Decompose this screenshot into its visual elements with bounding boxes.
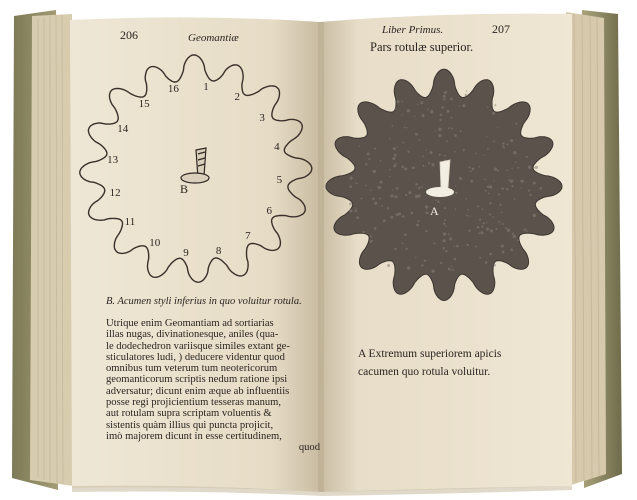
speckle xyxy=(528,166,531,169)
speckle xyxy=(517,240,519,242)
dial-number: 5 xyxy=(276,174,283,187)
speckle xyxy=(417,92,418,93)
speckle xyxy=(455,185,456,186)
speckle xyxy=(349,209,352,212)
dial-number: 14 xyxy=(117,122,129,135)
dial-number: 15 xyxy=(138,97,150,110)
speckle xyxy=(374,202,377,205)
speckle xyxy=(395,195,398,198)
speckle xyxy=(368,158,370,160)
speckle xyxy=(370,190,371,191)
speckle xyxy=(370,236,372,238)
speckle xyxy=(417,194,420,197)
dial-number: 9 xyxy=(183,247,189,260)
speckle xyxy=(455,192,457,194)
dial-number: 8 xyxy=(215,244,222,257)
body-line: imò majorem dicunt in esse certitudinem, xyxy=(106,430,282,442)
speckle xyxy=(402,242,404,244)
speckle xyxy=(495,228,497,230)
speckle xyxy=(513,235,516,238)
body-line: le dodechedron variisque similes extant ge- xyxy=(106,340,290,352)
speckle xyxy=(493,216,494,217)
speckle xyxy=(404,167,407,170)
speckle xyxy=(355,210,358,213)
speckle xyxy=(508,179,510,181)
speckle xyxy=(506,169,508,171)
speckle xyxy=(444,155,446,157)
speckle xyxy=(427,108,429,110)
speckle xyxy=(448,127,450,129)
dial-number: 1 xyxy=(203,80,209,93)
speckle xyxy=(451,128,453,130)
speckle xyxy=(479,257,481,259)
speckle xyxy=(465,198,467,200)
speckle xyxy=(475,153,477,155)
speckle xyxy=(418,188,419,189)
speckle xyxy=(396,187,399,190)
right-folio: 207 xyxy=(492,22,510,36)
speckle xyxy=(478,166,480,168)
speckle xyxy=(389,138,390,139)
speckle xyxy=(442,239,445,242)
speckle xyxy=(483,155,484,156)
speckle xyxy=(466,244,468,246)
speckle xyxy=(490,229,493,232)
speckle xyxy=(462,104,465,107)
speckle xyxy=(435,200,436,201)
speckle xyxy=(380,160,382,162)
speckle xyxy=(452,269,454,271)
speckle xyxy=(394,108,396,110)
speckle xyxy=(451,265,453,267)
speckle xyxy=(379,197,381,199)
speckle xyxy=(426,211,429,214)
speckle xyxy=(432,270,435,273)
speckle xyxy=(510,179,513,182)
speckle xyxy=(454,151,455,152)
speckle xyxy=(415,257,416,258)
speckle xyxy=(355,182,357,184)
speckle xyxy=(515,161,517,163)
speckle xyxy=(485,261,487,263)
speckle xyxy=(511,185,513,187)
speckle xyxy=(404,127,406,129)
dial-number: 7 xyxy=(245,230,251,243)
left-caption: B. Acumen styli inferius in quo voluitur rotula. xyxy=(106,296,302,307)
speckle xyxy=(362,231,364,233)
speckle xyxy=(515,123,517,125)
speckle xyxy=(447,110,450,113)
speckle xyxy=(359,145,360,146)
dial-number: 13 xyxy=(107,153,119,166)
speckle xyxy=(445,225,447,227)
speckle xyxy=(365,185,367,187)
speckle xyxy=(430,151,433,154)
speckle xyxy=(534,167,536,169)
speckle xyxy=(501,244,504,247)
speckle xyxy=(486,222,487,223)
speckle xyxy=(469,216,470,217)
speckle xyxy=(421,264,423,266)
speckle xyxy=(488,193,490,195)
speckle xyxy=(415,133,418,136)
speckle xyxy=(443,98,445,100)
speckle xyxy=(422,156,424,158)
speckle xyxy=(349,202,352,205)
left-running-head: Geomantiæ xyxy=(188,32,239,44)
speckle xyxy=(431,163,434,166)
dial-number: 10 xyxy=(149,237,161,250)
speckle xyxy=(402,141,404,143)
speckle xyxy=(387,207,389,209)
speckle xyxy=(395,163,397,165)
speckle xyxy=(505,227,507,229)
speckle xyxy=(497,127,498,128)
speckle xyxy=(502,142,504,144)
body-line: sticulatores ludi, ) deducere videntur quod xyxy=(106,351,285,363)
speckle xyxy=(440,262,442,264)
speckle xyxy=(450,238,452,240)
speckle xyxy=(428,162,430,164)
left-page-edges xyxy=(30,14,74,486)
speckle xyxy=(523,180,525,182)
speckle xyxy=(443,95,446,98)
speckle xyxy=(485,190,487,192)
speckle xyxy=(468,230,470,232)
speckle xyxy=(446,140,448,142)
speckle xyxy=(394,154,397,157)
speckle xyxy=(455,209,457,211)
speckle xyxy=(380,181,383,184)
speckle xyxy=(489,213,491,215)
speckle xyxy=(501,187,503,189)
dial-number: 6 xyxy=(266,205,272,218)
speckle xyxy=(465,94,467,96)
speckle xyxy=(467,209,469,211)
speckle xyxy=(349,185,352,188)
speckle xyxy=(438,134,441,137)
body-line: quod xyxy=(298,442,320,454)
speckle xyxy=(517,167,519,169)
speckle xyxy=(438,128,441,131)
speckle xyxy=(383,220,386,223)
speckle xyxy=(511,168,512,169)
speckle xyxy=(392,157,395,160)
speckle xyxy=(391,125,393,127)
speckle xyxy=(481,226,483,228)
speckle xyxy=(454,134,457,137)
speckle xyxy=(498,221,500,223)
speckle xyxy=(409,191,412,194)
speckle xyxy=(393,147,396,150)
speckle xyxy=(497,169,499,171)
speckle xyxy=(389,169,391,171)
speckle xyxy=(439,154,441,156)
speckle xyxy=(416,224,419,227)
speckle xyxy=(459,177,462,180)
speckle xyxy=(355,208,356,209)
speckle xyxy=(493,264,496,267)
speckle xyxy=(407,151,409,153)
speckle xyxy=(472,168,475,171)
body-line: aut rotulam supra scriptam voluentis & xyxy=(106,408,272,420)
speckle xyxy=(365,163,367,165)
speckle xyxy=(401,101,403,103)
dial-number: 2 xyxy=(234,90,240,103)
body-line: omnibus tum veterum tum neotericorum xyxy=(106,363,278,375)
caption-line: cacumen quo rotula voluitur. xyxy=(358,366,491,378)
speckle xyxy=(486,136,487,137)
speckle xyxy=(425,149,427,151)
speckle xyxy=(477,226,480,229)
speckle xyxy=(482,208,484,210)
speckle xyxy=(514,198,516,200)
speckle xyxy=(437,201,440,204)
speckle xyxy=(494,168,497,171)
speckle xyxy=(397,147,398,148)
speckle xyxy=(444,207,446,209)
speckle xyxy=(402,166,405,169)
speckle xyxy=(450,98,453,101)
speckle xyxy=(394,248,396,250)
speckle xyxy=(412,166,415,169)
right-page-title: Pars rotulæ superior. xyxy=(370,40,474,54)
speckle xyxy=(526,230,528,232)
speckle xyxy=(513,151,516,154)
speckle xyxy=(470,170,472,172)
speckle xyxy=(530,194,531,195)
speckle xyxy=(414,116,415,117)
speckle xyxy=(526,156,528,158)
speckle xyxy=(396,100,399,103)
speckle xyxy=(430,110,433,113)
speckle xyxy=(450,117,452,119)
speckle xyxy=(498,193,500,195)
speckle xyxy=(489,202,491,204)
speckle xyxy=(402,215,405,218)
speckle xyxy=(425,230,427,232)
speckle xyxy=(458,105,460,107)
speckle xyxy=(424,260,426,262)
speckle xyxy=(389,176,390,177)
speckle xyxy=(393,164,396,167)
speckle xyxy=(507,229,510,232)
speckle xyxy=(520,187,521,188)
speckle xyxy=(443,223,445,225)
speckle xyxy=(445,250,447,252)
speckle xyxy=(454,246,455,247)
speckle xyxy=(444,91,447,94)
speckle xyxy=(373,170,376,173)
speckle xyxy=(533,182,536,185)
body-line: sistentis quàm illius qui puncta projicit, xyxy=(106,419,274,431)
speckle xyxy=(448,268,451,271)
speckle xyxy=(450,269,452,271)
speckle xyxy=(390,216,393,219)
dial-number: 4 xyxy=(274,141,280,154)
speckle xyxy=(475,245,477,247)
speckle xyxy=(370,240,373,243)
speckle xyxy=(418,220,420,222)
speckle xyxy=(466,90,467,91)
speckle xyxy=(444,219,446,221)
speckle xyxy=(390,194,393,197)
speckle xyxy=(435,131,436,132)
speckle xyxy=(494,180,495,181)
body-line: illas nugas, divinationesque, aniles (qua- xyxy=(106,329,279,341)
dial-number: 11 xyxy=(124,215,136,228)
speckle xyxy=(407,127,408,128)
speckle xyxy=(404,233,407,236)
speckle xyxy=(441,106,443,108)
speckle xyxy=(489,253,492,256)
speckle xyxy=(417,104,418,105)
speckle xyxy=(440,114,442,116)
speckle xyxy=(439,119,441,121)
speckle xyxy=(415,183,418,186)
speckle xyxy=(405,248,407,250)
speckle xyxy=(420,101,423,104)
speckle xyxy=(478,232,480,234)
speckle xyxy=(387,264,390,267)
speckle xyxy=(487,148,489,150)
speckle xyxy=(456,245,459,248)
speckle xyxy=(479,218,481,220)
body-line: geomanticorum scriptis nedum ratione ipsi xyxy=(106,374,288,386)
speckle xyxy=(499,204,501,206)
speckle xyxy=(402,114,403,115)
left-body-text xyxy=(106,318,320,454)
speckle xyxy=(510,248,513,251)
dial-number: 12 xyxy=(109,186,121,199)
speckle xyxy=(419,139,421,141)
speckle xyxy=(494,104,496,106)
speckle xyxy=(506,188,508,190)
speckle xyxy=(524,228,527,231)
speckle xyxy=(489,185,492,188)
speckle xyxy=(434,242,436,244)
speckle xyxy=(421,186,423,188)
speckle xyxy=(454,258,457,261)
speckle xyxy=(540,187,543,190)
body-line: Utrique enim Geomantiam ad sortiarias xyxy=(106,318,274,329)
speckle xyxy=(443,232,446,235)
label-b: B xyxy=(180,182,189,196)
speckle xyxy=(502,251,505,254)
speckle xyxy=(460,130,462,132)
speckle xyxy=(492,112,495,115)
speckle xyxy=(422,165,424,167)
speckle xyxy=(361,198,363,200)
speckle xyxy=(487,107,489,109)
body-line: posse regi projicientium tesseras manum, xyxy=(106,397,282,409)
caption-line: A Extremum superiorem apicis xyxy=(358,348,502,360)
speckle xyxy=(470,180,473,183)
speckle xyxy=(372,197,375,200)
speckle xyxy=(405,194,407,196)
dial-number: 16 xyxy=(167,83,179,96)
speckle xyxy=(493,140,495,142)
right-caption xyxy=(358,345,501,381)
label-a: A xyxy=(430,204,439,218)
speckle xyxy=(374,148,376,150)
body-line: adversatur; dicunt enim æque ab influentiis xyxy=(106,385,290,397)
speckle xyxy=(356,216,359,219)
speckle xyxy=(374,227,377,230)
speckle xyxy=(396,213,399,216)
speckle xyxy=(443,247,445,249)
speckle xyxy=(410,212,413,215)
speckle xyxy=(466,215,468,217)
speckle xyxy=(501,212,502,213)
speckle xyxy=(503,223,505,225)
speckle xyxy=(392,189,393,190)
speckle xyxy=(349,176,352,179)
speckle xyxy=(378,186,380,188)
dial-number: 3 xyxy=(259,112,265,125)
speckle xyxy=(528,189,530,191)
left-folio: 206 xyxy=(120,28,138,42)
speckle xyxy=(484,179,485,180)
speckle xyxy=(501,223,502,224)
speckle xyxy=(469,166,471,168)
speckle xyxy=(483,222,485,224)
speckle xyxy=(512,234,514,236)
speckle xyxy=(407,266,410,269)
speckle xyxy=(463,149,465,151)
speckle xyxy=(480,231,483,234)
right-running-head: Liber Primus. xyxy=(382,24,444,36)
speckle xyxy=(533,214,536,217)
speckle xyxy=(381,205,383,207)
speckle xyxy=(510,139,513,142)
speckle xyxy=(448,233,450,235)
speckle xyxy=(477,205,479,207)
speckle xyxy=(425,205,428,208)
speckle xyxy=(486,227,489,230)
speckle xyxy=(407,109,410,112)
speckle xyxy=(422,114,425,117)
speckle xyxy=(506,143,508,145)
speckle xyxy=(503,147,505,149)
speckle xyxy=(367,153,370,156)
